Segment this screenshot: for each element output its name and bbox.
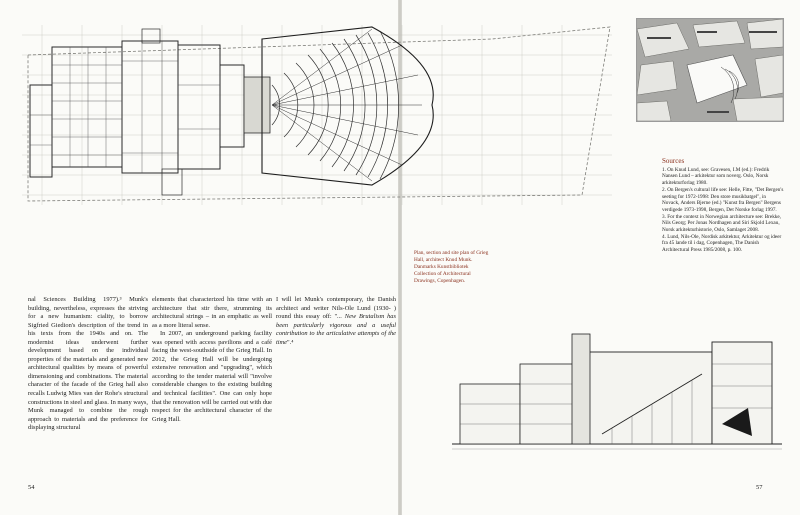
page-number-right: 57	[756, 484, 763, 491]
figure-caption: Plan, section and site plan of Grieg Hall, architect Knud Munk. Danmarks Kunstbibliotek Collection of Architectural Drawings, Copenhagen.	[414, 250, 489, 285]
source-entry: 3. For the context in Norwegian architecture see: Brekke, Nils Georg; Per Jonas Nordhagen and Siri Skjold Lexau, Norsk arkitekturhistorie, Oslo, Samlaget 2008.	[662, 213, 781, 234]
source-entry: 2. On Bergen's cultural life see: Helle, Fitte, "Det Bergen's seeting for 1972-1998: Den store musikbatgel", in Novack, Anders Bjerne (ed.) "Kunst fra Bergen" Bergens verdigede 1973-1998, Bergen, Det Norske forlag 1997.	[662, 186, 784, 213]
body-column-1	[28, 296, 148, 433]
body-column-3	[276, 296, 396, 347]
body-paragraph: In 2007, an underground parking facility was opened with access pavilions and a café facing the west-southside of the Grieg Hall. In 2012, the Grieg Hall will be undergoing extensive renovation and "upgrading", which according to the tender material will "involve considerable changes to the existing building and technical facilities". One can only hope that the renovation will be carried out with due respect for the architectural character of the Grieg Hall.	[152, 330, 272, 423]
sources-title: Sources	[662, 157, 685, 165]
body-paragraph: elements that characterized his time with an architecture that stir there, strumming its architectural strings – in an emphatic as well as a more literal sense.	[152, 296, 272, 329]
body-paragraph: nal Sciences Building 1977).³ Munk's building, nevertheless, expresses the striving for a new humanism: ciality, to borrow Sigfried Giedion's description of the trend in his texts from the 1940s and on. The modernist ideas underwent further development based on the individual properties of the materials and generated new architectural qualities by means of powerful dimensioning and combinations. The material character of the facade of the Grieg hall also recalls Ludwig Mies van der Rohe's structural constructions in steel and glass. In many ways, Munk managed to combine the rough approach to materials and the preference for displaying structural	[28, 296, 148, 432]
body-column-2	[152, 296, 272, 424]
quote-intro: I will let Munk's contemporary, the Danish architect and writer Nils-Ole Lund (1930- ) round this essay off: "	[276, 296, 396, 321]
floor-plan-drawing	[22, 25, 612, 205]
section-drawing	[452, 324, 782, 464]
quote-end: ".⁴	[287, 338, 294, 346]
source-entry: 4. Lund, Nils-Ole, Nordisk arkitektur, Arkitektur og ideer fra 45 lande til i dag, Copenhagen, The Danish Architectural Press 1985/2008, p. 100.	[662, 233, 782, 254]
sources-block	[662, 158, 784, 254]
quote-text: ... New Brutalism has been particularly vigorous and a useful contribution to the articulative attempts of the time	[276, 313, 396, 346]
body-paragraph	[276, 296, 396, 347]
site-plan-photo	[636, 18, 784, 122]
page-number-left: 54	[28, 484, 35, 491]
source-entry: 1. On Knud Lund, see: Gravesen, I.M (ed.): Fredrik Nansen Lund – arkitektur som noverg. Oslo, Norsk arkitekturforlag 1980.	[662, 166, 770, 187]
